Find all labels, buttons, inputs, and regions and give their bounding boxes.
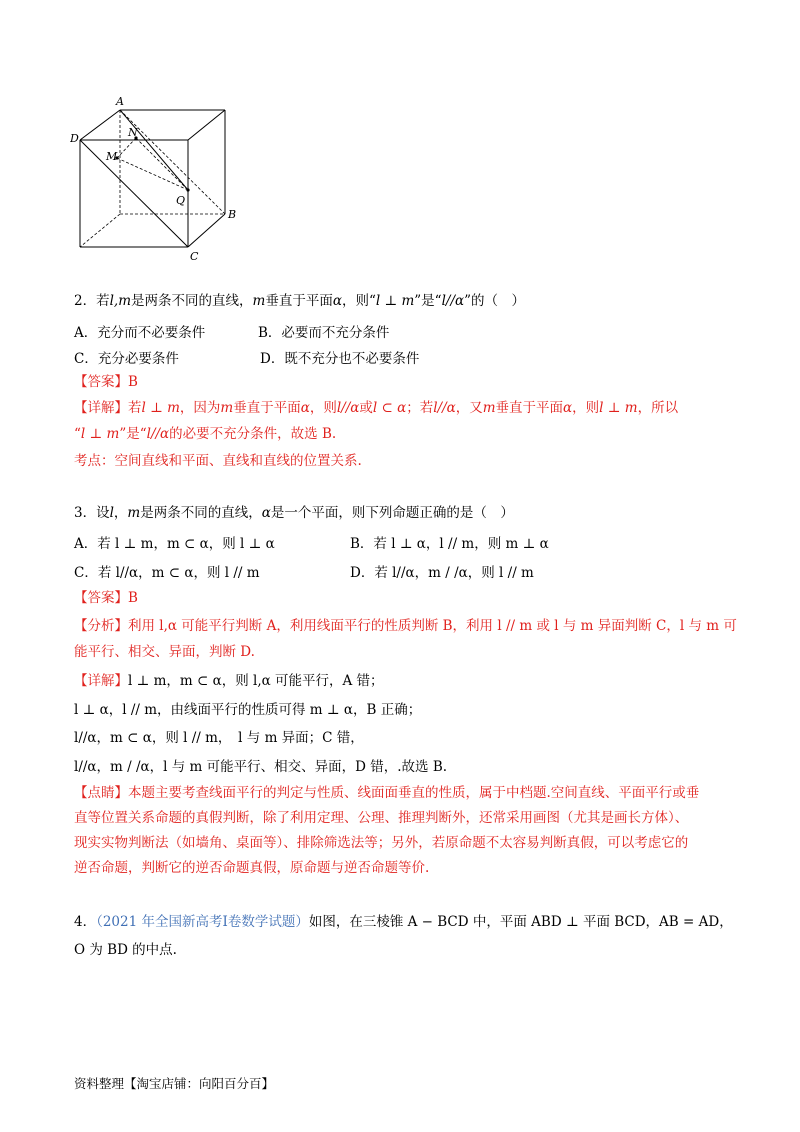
label-Q: Q <box>176 194 186 207</box>
label-M: M <box>106 150 118 163</box>
q3-option-c: C．若 l//α，m ⊂ α，则 l // m <box>74 565 260 581</box>
q3-note-2: 直等位置关系命题的真假判断，除了利用定理、公理、推理判断外，还常采用画图（尤其是画长方体）、 <box>74 810 689 826</box>
q3-answer: 【答案】B <box>74 590 138 606</box>
point-Q <box>186 188 189 191</box>
q2-stem: 2．若l,m是两条不同的直线，m垂直于平面α，则“l ⊥ m”是“l//α”的（ ） <box>74 293 526 309</box>
q3-detail-2: l ⊥ α，l // m，由线面平行的性质可得 m ⊥ α，B 正确； <box>74 702 422 718</box>
footer-credit: 资料整理【淘宝店铺：向阳百分百】 <box>74 1076 275 1091</box>
q3-stem: 3．设l，m是两条不同的直线，α是一个平面，则下列命题正确的是（ ） <box>74 505 514 521</box>
q3-option-a: A．若 l ⊥ m，m ⊂ α，则 l ⊥ α <box>74 536 275 552</box>
q3-note-1: 【点睛】本题主要考查线面平行的判定与性质、线面面垂直的性质，属于中档题.空间直线、平面平行或垂 <box>74 785 700 801</box>
q4-stem-1: 4．（2021 年全国新高考Ⅰ卷数学试题）如图，在三棱锥 A − BCD 中，平面 ABD ⊥ 平面 BCD，AB = AD， <box>74 914 733 930</box>
hidden-edge <box>80 214 120 247</box>
label-D: D <box>70 132 79 145</box>
q3-note-3: 现实实物判断法（如墙角、桌面等）、排除筛选法等；另外，若原命题不太容易判断真假，可以考虑它的 <box>74 835 689 851</box>
q4-source: （2021 年全国新高考Ⅰ卷数学试题） <box>96 914 309 930</box>
q3-analysis-2: 能平行、相交、异面，判断 D. <box>74 644 255 660</box>
label-C: C <box>190 250 199 262</box>
q2-option-c: C．充分必要条件 <box>74 351 179 367</box>
q2-kaodian: 考点：空间直线和平面、直线和直线的位置关系. <box>74 453 362 469</box>
label-N: N <box>128 126 138 139</box>
q2-option-d: D．既不充分也不必要条件 <box>260 351 420 367</box>
label-B: B <box>228 208 237 221</box>
q3-detail-1: 【详解】l ⊥ m，m ⊂ α，则 l,α 可能平行，A 错； <box>74 673 384 689</box>
q3-detail-4: l//α，m / /α，l 与 m 可能平行、相交、异面，D 错，.故选 B. <box>74 759 448 775</box>
q3-detail-3: l//α，m ⊂ α，则 l // m， l 与 m 异面；C 错， <box>74 730 364 746</box>
diagonal-DC <box>80 140 188 247</box>
q4-stem-2: O 为 BD 的中点. <box>74 942 177 958</box>
q2-detail-cont: “l ⊥ m”是“l//α的必要不充分条件，故选 B. <box>74 426 337 442</box>
cube-edge <box>80 110 120 140</box>
q3-note-4: 逆否命题，判断它的逆否命题真假，原命题与逆否命题等价. <box>74 860 430 876</box>
label-A: A <box>116 95 124 108</box>
dashed-NQ <box>136 138 188 190</box>
q2-detail: 【详解】若l ⊥ m，因为m垂直于平面α，则l//α或l ⊂ α；若l//α，又m垂直于平面α，则l ⊥ m，所以 <box>74 400 679 416</box>
q3-analysis-1: 【分析】利用 l,α 可能平行判断 A，利用线面平行的性质判断 B，利用 l // m 或 l 与 m 异面判断 C，l 与 m 可 <box>74 618 737 634</box>
q3-option-d: D．若 l//α，m / /α，则 l // m <box>350 565 534 581</box>
q2-option-a: A．充分而不必要条件 <box>74 325 206 341</box>
dashed-MQ <box>117 158 188 190</box>
cube-figure <box>70 92 240 262</box>
cube-edge <box>188 214 225 247</box>
segment-AQ <box>120 110 188 190</box>
q2-option-b: B．必要而不充分条件 <box>258 325 390 341</box>
cube-edge <box>188 110 225 140</box>
q2-answer: 【答案】B <box>74 374 138 390</box>
q3-option-b: B．若 l ⊥ α，l // m，则 m ⊥ α <box>350 536 549 552</box>
